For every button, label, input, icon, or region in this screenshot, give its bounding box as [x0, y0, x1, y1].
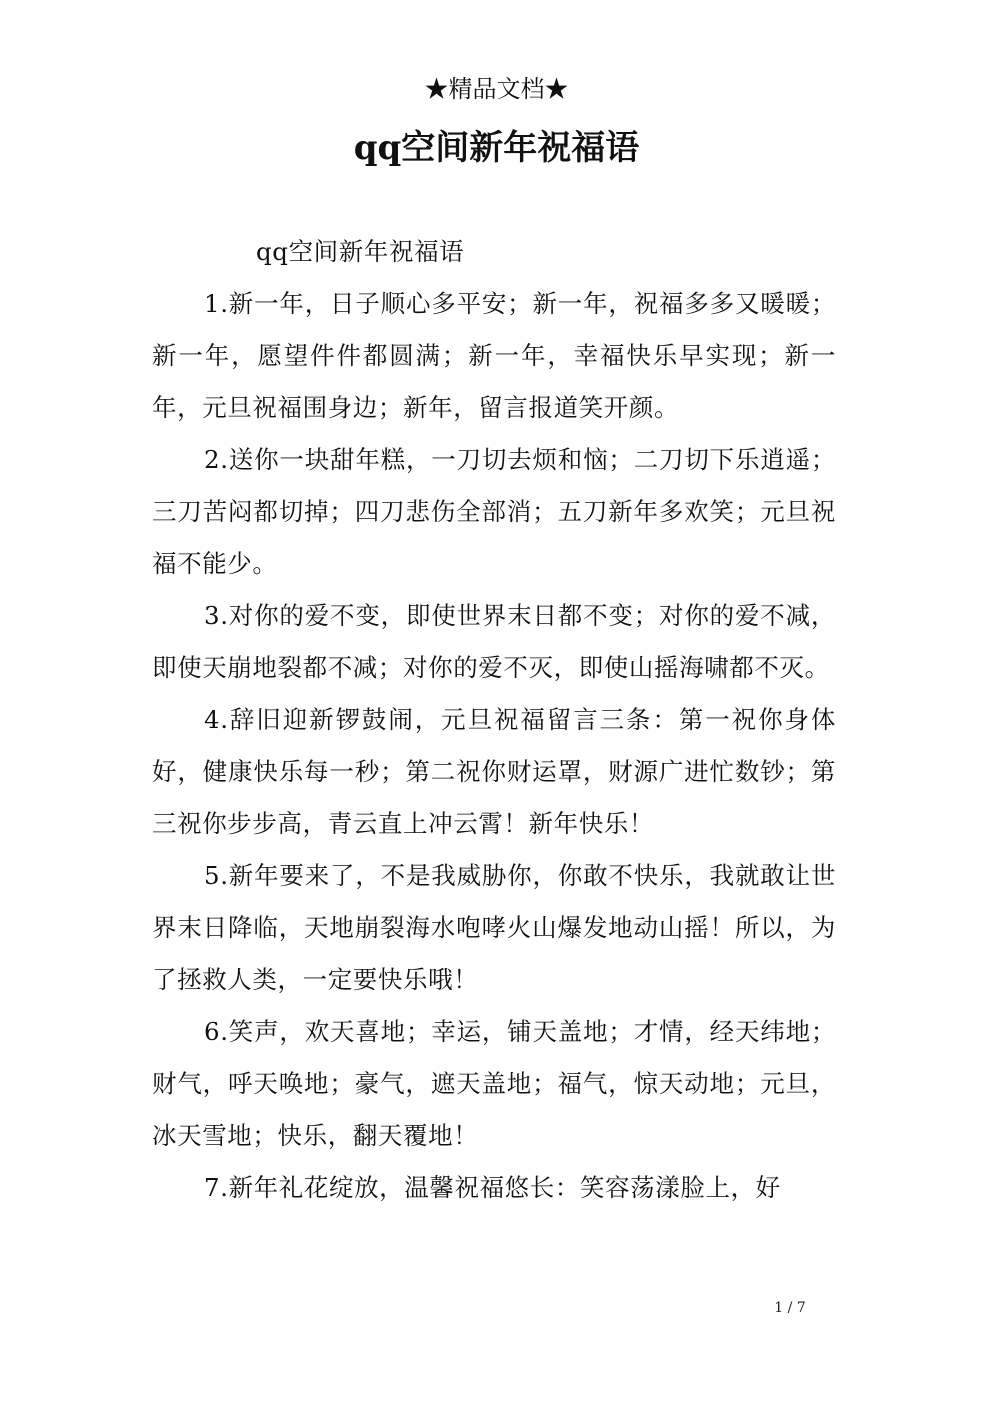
paragraph-4: 4.辞旧迎新锣鼓闹，元旦祝福留言三条：第一祝你身体好，健康快乐每一秒；第二祝你财运罩，财源广进忙数钞；第三祝你步步高，青云直上冲云霄！新年快乐！ [152, 705, 836, 838]
header-watermark: ★精品文档★ [424, 75, 569, 103]
document-body [152, 226, 836, 1214]
paragraph-6: 6.笑声，欢天喜地；幸运，铺天盖地；才情，经天纬地；财气，呼天唤地；豪气，遮天盖地；福气，惊天动地；元旦，冰天雪地；快乐，翻天覆地！ [152, 1017, 836, 1150]
paragraph-7: 7.新年礼花绽放，温馨祝福悠长：笑容荡漾脸上，好 [204, 1173, 781, 1202]
document-title: qq空间新年祝福语 [353, 128, 640, 168]
paragraph-3: 3.对你的爱不变，即使世界末日都不变；对你的爱不减，即使天崩地裂都不减；对你的爱不灭，即使山摇海啸都不灭。 [152, 601, 836, 682]
document-subtitle: qq空间新年祝福语 [256, 237, 465, 266]
paragraph-5: 5.新年要来了，不是我威胁你，你敢不快乐，我就敢让世界末日降临，天地崩裂海水咆哮火山爆发地动山摇！所以，为了拯救人类，一定要快乐哦！ [152, 861, 836, 994]
paragraph-1: 1.新一年，日子顺心多平安；新一年，祝福多多又暖暖；新一年，愿望件件都圆满；新一年，幸福快乐早实现；新一年，元旦祝福围身边；新年，留言报道笑开颜。 [152, 289, 836, 422]
page-number: 1 / 7 [774, 1300, 806, 1316]
paragraph-2: 2.送你一块甜年糕，一刀切去烦和恼；二刀切下乐逍遥；三刀苦闷都切掉；四刀悲伤全部消；五刀新年多欢笑；元旦祝福不能少。 [152, 445, 836, 578]
